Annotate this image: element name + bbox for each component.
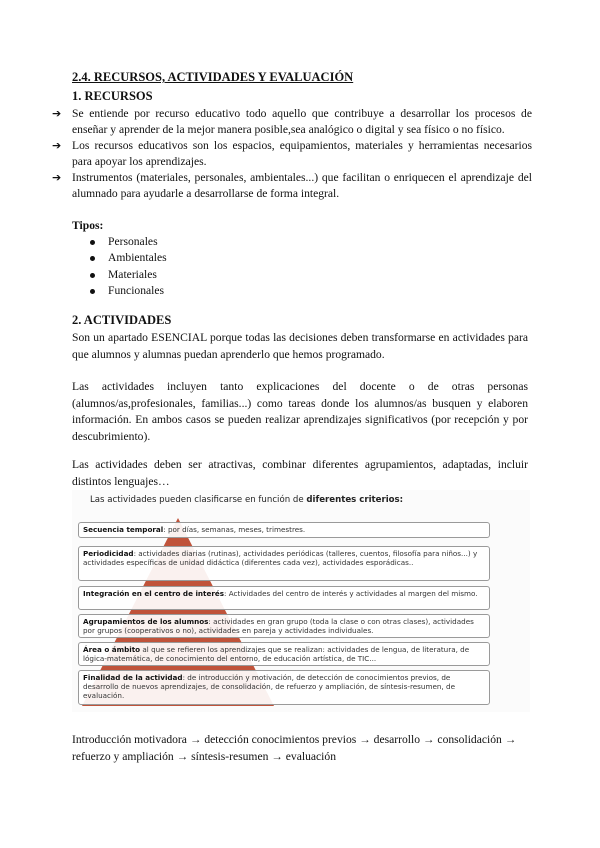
criterion-row: Agrupamientos de los alumnos: actividades en gran grupo (toda la clase o con otras clases), actividades por grupos (cooperativos o no), actividades en pareja y actividades individuales.: [78, 614, 490, 638]
list-item: Personales: [88, 234, 167, 250]
recursos-bullet-list: [52, 106, 532, 202]
tipos-list: [88, 234, 167, 299]
bullet-item: ➔ Instrumentos (materiales, personales, ambientales...) que facilitan o enriquecen el aprendizaje del alumnado para ayudarle a desarrollarse de forma integral.: [52, 171, 532, 200]
criterion-row: Secuencia temporal: por días, semanas, meses, trimestres.: [78, 522, 490, 538]
tipos-label: Tipos:: [72, 219, 104, 232]
paragraph: Son un apartado ESENCIAL porque todas las decisiones deben transformarse en actividades para que alumnos y alumnas puedan aprenderlo que hemos programado.: [72, 331, 528, 361]
arrow-icon: ➔: [52, 107, 62, 120]
classification-figure: [72, 490, 530, 712]
criterion-row: Finalidad de la actividad: de introducción y motivación, de detección de conocimientos previos, de desarrollo de nuevos aprendizajes, de consolidación, de refuerzo y ampliación, de síntesis-resumen, de evaluación.: [78, 670, 490, 705]
recursos-heading: 1. RECURSOS: [72, 89, 153, 103]
paragraph: Las actividades incluyen tanto explicaciones del docente o de otras personas (alumnos/as,profesionales, familias...) como tareas donde los alumnos/as busquen y elaboren información. En ambos casos se pueden realizar aprendizajes significativos (por recepción y por descubrimiento).: [72, 380, 528, 443]
arrow-icon: ➔: [52, 139, 62, 152]
list-item: Funcionales: [88, 283, 167, 299]
criterion-row: Integración en el centro de interés: Actividades del centro de interés y actividades al margen del mismo.: [78, 586, 490, 610]
paragraph: Las actividades deben ser atractivas, combinar diferentes agrupamientos, adaptadas, incluir distintos lenguajes…: [72, 458, 528, 488]
arrow-icon: ➔: [52, 171, 62, 184]
list-item: Ambientales: [88, 250, 167, 266]
criterion-row: Área o ámbito al que se refieren los aprendizajes que se realizan: actividades de lengua, de literatura, de lógica-matemática, de conocimiento del entorno, de educación artística, de TIC...: [78, 642, 490, 666]
criterion-row: Periodicidad: actividades diarias (rutinas), actividades periódicas (talleres, cuentos, filosofía para niños...) y actividades específicas de unidad didáctica (diferentes cada vez), actividades esporádicas..: [78, 546, 490, 581]
actividades-heading: 2. ACTIVIDADES: [72, 313, 172, 327]
list-item: Materiales: [88, 267, 167, 283]
bullet-item: ➔ Se entiende por recurso educativo todo aquello que contribuye a desarrollar los procesos de enseñar y aprender de la mejor manera posible,sea analógico o digital y sea físico o no físico.: [52, 107, 532, 136]
activity-sequence: Introducción motivadora → detección conocimientos previos → desarrollo → consolidación → refuerzo y ampliación → síntesis-resumen → evaluación: [72, 733, 517, 763]
pyramid-graphic: [72, 512, 530, 708]
section-title: 2.4. RECURSOS, ACTIVIDADES Y EVALUACIÓN: [72, 70, 354, 84]
figure-title: Las actividades pueden clasificarse en función de diferentes criterios:: [90, 495, 404, 505]
bullet-item: ➔ Los recursos educativos son los espacios, equipamientos, materiales y herramientas necesarios para apoyar los aprendizajes.: [52, 139, 532, 168]
